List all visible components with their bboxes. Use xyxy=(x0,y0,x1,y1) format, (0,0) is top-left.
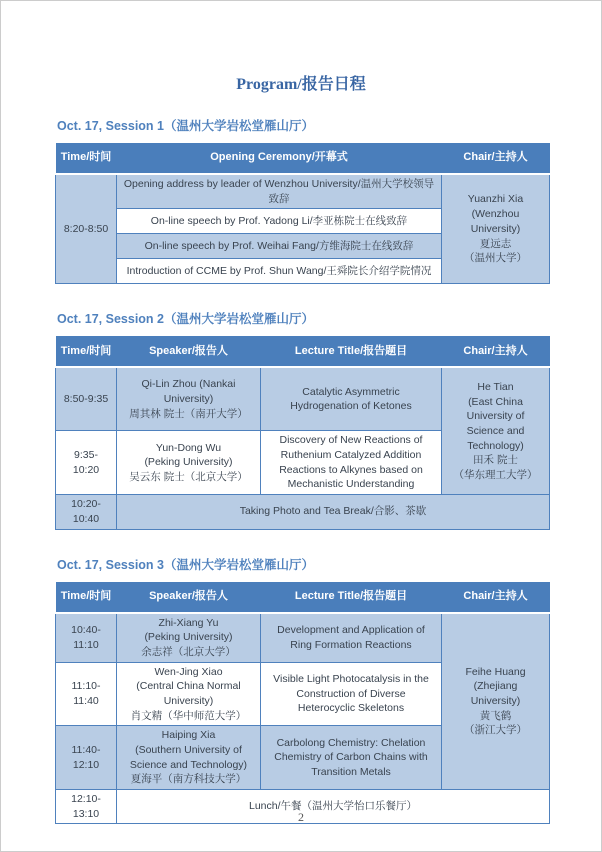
session1-item-1: Opening address by leader of Wenzhou University/温州大学校领导致辞 xyxy=(117,174,442,209)
session3-header-time: Time/时间 xyxy=(56,582,117,613)
session2-header-row xyxy=(56,336,550,367)
session1-header-row xyxy=(56,143,550,174)
session1-item-3: On-line speech by Prof. Weihai Fang/方维海院士在线致辞 xyxy=(117,234,442,259)
session1-row-1 xyxy=(56,174,550,209)
session2-break-time: 10:20-10:40 xyxy=(56,495,117,529)
session3-table xyxy=(55,582,550,825)
session3-row-1 xyxy=(56,613,550,663)
session2-break-text: Taking Photo and Tea Break/合影、茶歇 xyxy=(117,495,550,529)
session3-row2-speaker: Wen-Jing Xiao (Central China Normal University) 肖文精（华中师范大学） xyxy=(117,662,261,726)
session2-table xyxy=(55,336,550,529)
session2-row2-time: 9:35-10:20 xyxy=(56,431,117,495)
session2-header-speaker: Speaker/报告人 xyxy=(117,336,261,367)
session2-header-lecture: Lecture Title/报告题目 xyxy=(261,336,442,367)
session2-row2-speaker: Yun-Dong Wu (Peking University) 吴云东 院士（北京大学） xyxy=(117,431,261,495)
session2-break-row xyxy=(56,495,550,529)
page-content xyxy=(1,1,601,824)
session3-header-row xyxy=(56,582,550,613)
session3-row2-time: 11:10-11:40 xyxy=(56,662,117,726)
session2-header-time: Time/时间 xyxy=(56,336,117,367)
session3-header-lecture: Lecture Title/报告题目 xyxy=(261,582,442,613)
session1-chair: Yuanzhi Xia (Wenzhou University) 夏远志 （温州大学） xyxy=(442,174,550,284)
session1-time: 8:20-8:50 xyxy=(56,174,117,284)
session3-chair: Feihe Huang (Zhejiang University) 黄飞鹤 （浙江大学） xyxy=(442,613,550,790)
session3-header-chair: Chair/主持人 xyxy=(442,582,550,613)
session2-row1-time: 8:50-9:35 xyxy=(56,367,117,431)
session1-table xyxy=(55,143,550,284)
session3-row3-lecture: Carbolong Chemistry: Chelation Chemistry of Carbon Chains with Transition Metals xyxy=(261,726,442,790)
session1-item-4: Introduction of CCME by Prof. Shun Wang/王舜院长介绍学院情况 xyxy=(117,259,442,284)
session2-row2-lecture: Discovery of New Reactions of Ruthenium Catalyzed Addition Reactions to Alkynes based on Mechanistic Understanding xyxy=(261,431,442,495)
session1-item-2: On-line speech by Prof. Yadong Li/李亚栋院士在线致辞 xyxy=(117,209,442,234)
session1-header-chair: Chair/主持人 xyxy=(442,143,550,174)
session3-row1-lecture: Development and Application of Ring Formation Reactions xyxy=(261,613,442,663)
session2-row-1 xyxy=(56,367,550,431)
session2-header-chair: Chair/主持人 xyxy=(442,336,550,367)
session1-header-time: Time/时间 xyxy=(56,143,117,174)
session3-header-speaker: Speaker/报告人 xyxy=(117,582,261,613)
session1-header-ceremony: Opening Ceremony/开幕式 xyxy=(117,143,442,174)
session3-break-text: Lunch/午餐（温州大学怡口乐餐厅） xyxy=(117,790,550,824)
session2-chair: He Tian (East China University of Science and Technology) 田禾 院士 （华东理工大学） xyxy=(442,367,550,494)
page-number: 2 xyxy=(298,810,304,824)
session1-heading: Oct. 17, Session 1（温州大学岩松堂雁山厅） xyxy=(57,119,314,133)
session3-row2-lecture: Visible Light Photocatalysis in the Construction of Diverse Heterocyclic Skeletons xyxy=(261,662,442,726)
session3-row3-time: 11:40-12:10 xyxy=(56,726,117,790)
session3-row1-time: 10:40-11:10 xyxy=(56,613,117,663)
page-title: Program/报告日程 xyxy=(236,76,366,93)
session2-heading: Oct. 17, Session 2（温州大学岩松堂雁山厅） xyxy=(57,312,314,327)
session3-row1-speaker: Zhi-Xiang Yu (Peking University) 余志祥（北京大学） xyxy=(117,613,261,663)
session3-row3-speaker: Haiping Xia (Southern University of Science and Technology) 夏海平（南方科技大学） xyxy=(117,726,261,790)
session2-row1-speaker: Qi-Lin Zhou (Nankai University) 周其林 院士（南开大学） xyxy=(117,367,261,431)
session2-row1-lecture: Catalytic Asymmetric Hydrogenation of Ketones xyxy=(261,367,442,431)
session3-heading: Oct. 17, Session 3（温州大学岩松堂雁山厅） xyxy=(57,557,314,572)
session3-break-time: 12:10-13:10 xyxy=(56,790,117,824)
